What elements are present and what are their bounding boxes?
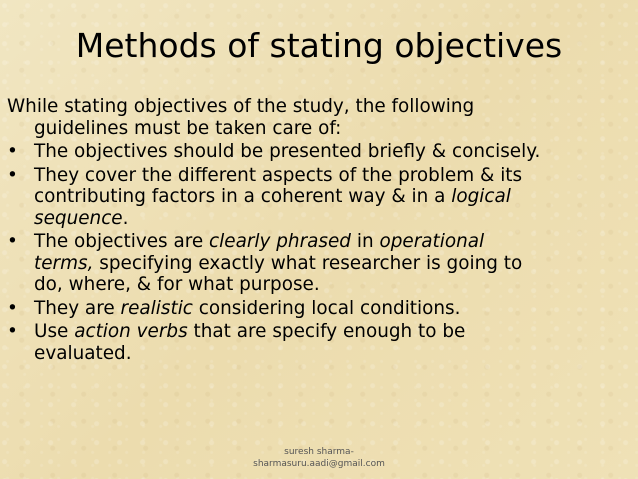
bullet-marker: •	[7, 164, 18, 186]
bullet-5-emphasis-action-verbs: action verbs	[74, 321, 188, 342]
bullet-2-period: .	[122, 207, 129, 229]
bullet-item-4	[7, 298, 635, 320]
slide-body	[7, 96, 635, 366]
bullet-marker: •	[7, 231, 18, 252]
bullet-item-3	[7, 231, 635, 296]
bullet-marker: •	[7, 141, 18, 162]
intro-paragraph	[7, 96, 635, 139]
slide-title: Methods of stating objectives	[75, 26, 563, 65]
bullet-5-line-1a: Use	[34, 321, 75, 342]
bullet-2-line-2a: contributing factors in a coherent way & in a	[34, 186, 452, 207]
bullet-3-line-1c: in	[350, 231, 380, 252]
bullet-3-emphasis-clearly-phrased: clearly phrased	[209, 231, 351, 252]
bullet-3-emphasis-terms: terms,	[34, 252, 94, 274]
intro-line-2: guidelines must be taken care of:	[34, 117, 342, 139]
slide-footer	[0, 446, 638, 470]
bullet-4-line-1c: considering local conditions.	[192, 297, 461, 319]
bullet-3-line-1a: The objectives are	[34, 231, 210, 252]
bullet-5-line-1c: that are specify enough to be	[187, 321, 466, 342]
bullet-4-line-1a: They are	[34, 297, 121, 319]
bullet-item-1	[7, 141, 635, 163]
bullet-3-emphasis-operational: operational	[379, 231, 485, 252]
bullet-2-line-1: They cover the different aspects of the problem & its	[34, 164, 523, 186]
bullet-item-2	[7, 165, 635, 230]
intro-line-1: While stating objectives of the study, the following	[7, 96, 475, 117]
bullet-marker: •	[7, 297, 18, 319]
bullet-item-5	[7, 321, 635, 364]
bullet-3-line-2b: specifying exactly what researcher is going to	[93, 252, 523, 274]
bullet-marker: •	[7, 321, 18, 342]
bullet-2-emphasis-logical: logical	[451, 186, 511, 207]
bullet-3-line-3: do, where, & for what purpose.	[34, 274, 320, 295]
footer-email: sharmasuru.aadi@gmail.com	[253, 459, 385, 469]
bullet-5-line-2: evaluated.	[34, 342, 132, 364]
bullet-4-emphasis-realistic: realistic	[120, 297, 193, 319]
bullet-2-emphasis-sequence: sequence	[34, 207, 123, 229]
bullet-1-line-1: The objectives should be presented briefly & concisely.	[34, 141, 541, 162]
footer-author: suresh sharma-	[284, 447, 354, 457]
